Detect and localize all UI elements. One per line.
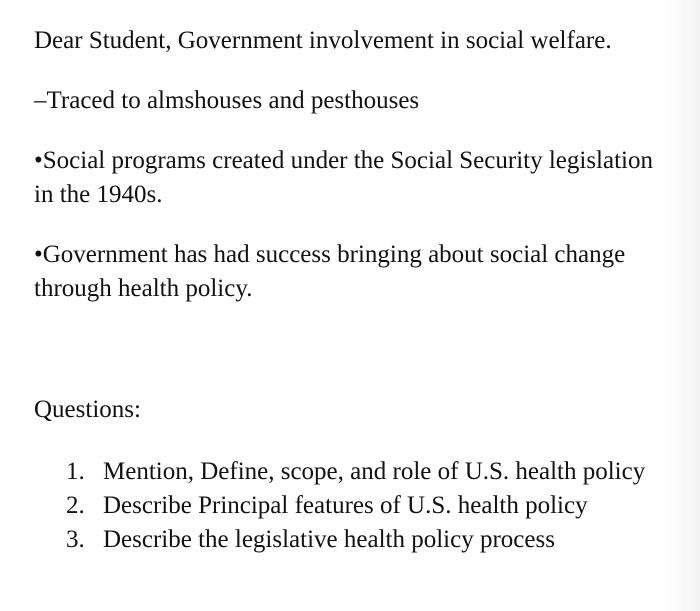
question-item <box>66 455 646 489</box>
questions-heading: Questions: <box>34 396 141 423</box>
question-text: Mention, Define, scope, and role of U.S. health policy <box>103 458 646 485</box>
social-security-point: •Social programs created under the Social Security legislation in the 1940s. <box>34 147 653 208</box>
history-point: –Traced to almshouses and pesthouses <box>34 87 420 114</box>
intro-line: Dear Student, Government involvement in social welfare. <box>34 27 612 54</box>
question-item <box>66 489 646 523</box>
question-item <box>66 523 646 557</box>
questions-list <box>66 455 646 557</box>
question-number: 3. <box>66 526 85 553</box>
question-number: 2. <box>66 492 85 519</box>
question-number: 1. <box>66 458 85 485</box>
health-policy-point: •Government has had success bringing about social change through health policy. <box>34 241 626 302</box>
question-text: Describe the legislative health policy process <box>103 526 555 553</box>
question-text: Describe Principal features of U.S. health policy <box>103 492 588 519</box>
